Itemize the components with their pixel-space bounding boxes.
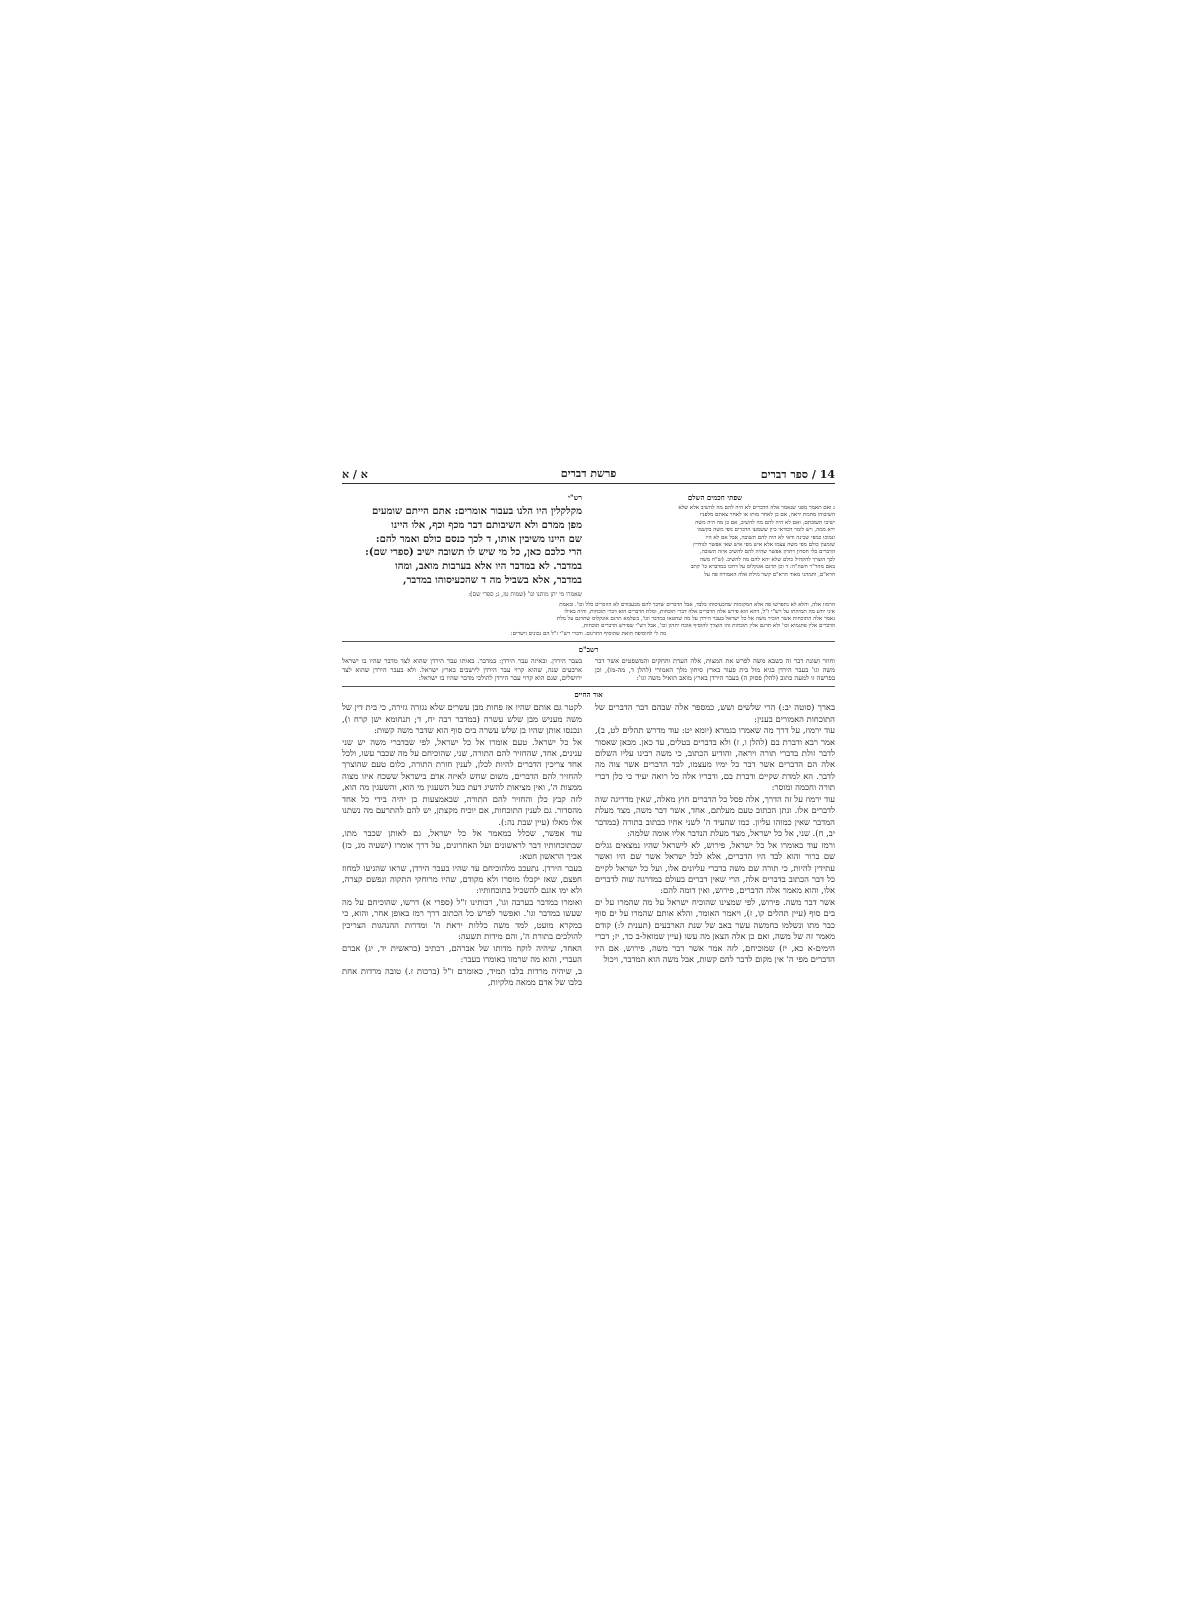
- header-right: 14 / ספר דברים: [760, 468, 835, 481]
- or-hachaim-paragraph: אל כל ישראל. טעם אומרו אל כל ישראל, לפי שבדברי משה יש שני ענינים, אחד, שהחזיר להם התורה, שני, שהוכיחם על מה שכבר עשו, ולכל אחד צריכין הדברים להיות לכלן, לענין חזרת התורה, כלום טעם שהוצרך להחזיר להם הדברים, משום שחש לאיזה אדם בישראל ששכח איזו מצוה ממצות ה', ואין מציאות להשיג דעת בעל השעגין מי הוא, והשעגין מה הוא, לזה קבץ כלן והחזיר להם התורה, שבאמצעות כן יהיה בידי כל אחד מהסדור. גם לענין התוכחות, אם יוכיח מקצתן, יש להם להתרעם מה נשתנו אלו מאלו (עיין שבת נה:).: [342, 736, 582, 827]
- siftei-line: ירא ממה, ויש לומר דבודאי כיון ששמעו הדברים מפי משה בקשמו: [697, 527, 835, 534]
- siftei-chachamim-column: [595, 490, 835, 602]
- rashi-line: מקלקלין היו הלנו בעבור אומרים: אתם הייתם שומעים: [371, 506, 582, 517]
- or-hachaim-paragraph: האחד, שיהיה לוקח מדותו של אברהם, דכתיב (בראשית יד, יג) אברם העברי, והוא מה שרמזו באומרו בעבר:: [342, 942, 582, 965]
- book-page: [342, 467, 835, 1139]
- siftei-line: ונמוכו כמפי שכינה ודאי לא היה להם תשובה, אבל אם לא היו: [705, 534, 835, 541]
- header-left: א / א: [342, 468, 368, 481]
- siftei-chachamim-title: שפתי חכמים השלם: [687, 493, 743, 502]
- or-hachaim-title: אור החיים: [574, 690, 603, 700]
- rashbam-right-text: וחוזר ושונה דבר זה כשבא משה לפרש את המצות, אלה העדת והחקים והמשפטים אשר דבר משה וגו' בעבר הירדן בגיא מול בית פעור בארץ סיחון מלך האמורי (להלן ד, מה-מו), וכן בפרשה זו למעה כתוב (להלן פסוק ה) בעבר הירדן בארץ מואב הואיל משה וגו':: [595, 657, 835, 683]
- siftei-continuation: [342, 602, 835, 638]
- rashi-line: במדבר, אלא בשביל מה ד שהכעיסוהו במדבר,: [402, 574, 582, 586]
- rashbam-section: [342, 657, 835, 683]
- or-hachaim-paragraph: אשר דבר משה. פירוש, לפי שמצינו שהוכיח ישראל על מה שהמרו על ים בים סוף (עיין תהלים קו, ז), ויאמר האומר, והלא אותם שהמרו על ים סוף כבר מתו ונשלמו בחמשה עשר באב של שנת הארבעים (תענית ל:) קודם מאמר זה של משה, ואם כן אלה הצאן מה עשו (עיין שמואל-ב כד, יז; דברי הימים-א כא, יז) שמוכיחם, לזה אמר אשר דבר משה, פירוש, אם היו הדברים מפי ה' אין מקום לדבר להם קשות, אבל משה הוא המדבר, ויכול: [595, 896, 835, 965]
- siftei-line: שומעין כולם מפי משה עצמו אלא איש מפי איש שאי אפשר לגודרין: [693, 542, 835, 549]
- or-hachaim-right-column: [595, 702, 835, 988]
- siftei-wide-line: הדברים אלין פתגמיא וכו' ולא תרגם אלין תוכחות זהו הוצרך להוסיף אוכח יתהון וכו', אבל רש"י שפירש הדברים תוכחות,: [582, 623, 835, 630]
- rashi-column: [342, 490, 582, 602]
- siftei-line: באם מהר"ר חשה"ה: ד וכן תרגם אונקלוס על דחכו במדברא כו' קתב: [690, 564, 835, 571]
- siftei-wide-line: הרמזו אלה, והלא לא נתפרשו פה אלא המקומות שהכעיסוהו בלבד, אבל הדברים שדבר להם מבעבודם לא הוזכרים כלל וכו'. ובאמת: [559, 601, 835, 608]
- or-hachaim-paragraph: עוד ירמוז על זה הדרך, אלה פסל כל הדברים חוץ מאלה, שאין מדריגה שוה לדברים אלו. ונתן הכתוב טעם מעלתם, אחד, אשר דבר משה, מצד מעלת המדבר שאין כמוהו עליון. כמו שהעיד ה' לשני אחיו כבתוב בתורה (במדבר יב, ח). שני, אל כל ישראל, מצד מעלת הנדבר אליו אומה שלמה:: [595, 793, 835, 839]
- or-hachaim-paragraph: ב, שיהיה מרדות בלבו תמיד, כאומרם ז"ל (ברכות ז.) טובה מרדות אחת בלבו של אדם ממאה מלקיות,: [342, 965, 582, 988]
- rashi-title: רש"י: [568, 493, 582, 502]
- header-center: פרשת דברים: [560, 467, 617, 480]
- or-hachaim-paragraph: לקטר גם אותם שהיו אז פחות מבן עשרים שלא נגזרה גזירה, כי בית דין של משה מעניש מבן שלש עשרה (במדבר רבה יח, ד; תנחומא ישן קרח ו), ונכנסו אותן שהיו בן שלש עשרה בים סוף הוא שדבר משה קשות:: [342, 702, 582, 736]
- divider: [342, 686, 835, 687]
- rashi-line: שם היינו משיבין אותו, ד לכך כנסם כולם ואמר להם:: [375, 533, 582, 545]
- or-hachaim-paragraph: ואומרו במדבר בערבה וגו', רבותינו ז"ל (ספרי א) דרשו, שהוכיחם על מה שעשו במדבר וגו'. ואפשר לפרש כל הכתוב דרך רמז באופן אחר, והוא, כי במקרא מועט, למד משה כללות יראת ה' ומדרות ההנהגות הצריכין להולכים בתורת ה', והם מידות תשעה:: [342, 896, 582, 942]
- rashi-line: במדבר. לא במדבר היו אלא בערבות מואב, ומהו: [395, 561, 582, 573]
- siftei-line: הרא"ם, ותמהני מאוד הרא"ם קשר מילת אלה האמורה פה על: [704, 571, 835, 578]
- or-hachaim-paragraph: ורמז עוד באומרו אל כל ישראל, פירוש, לא לישראל שהיו נמצאים גגלים שם ברור והוא לבד היו הדברים, אלא לכל ישראל אשר שם היו ואשר עתידין להיות, כי תורה שם משה בדברי עליונים אלו, ועל כל ישראל לקיים כל דבר הכתוב בדברים אלה, הרי שאין דברים בעולם במדרגה שוה לדברים אלו, והוא מאמר אלה הדברים, פירוש, ואין דומה להם:: [595, 839, 835, 896]
- top-section: [342, 490, 835, 602]
- or-hachaim-paragraph: בעבר הירדן. נתעכב מלהוכיחם עד שהיו בעבר הירדן, שראו שהגיעו למחוז חפצם, שאז יקבלו מוסרו ולא מקודם, שהיו מרוחקי התקוה ונפשם קצרה, ולא ימו אזנם להשכיל בתוכחותיו:: [342, 862, 582, 896]
- or-hachaim-section: [342, 702, 835, 988]
- or-hachaim-paragraph: עוד אפשר, שכלל במאמר אל כל ישראל, גם לאותן שכבר מתו, שבתוכחותיו דבר לראשונים ועל האחרונים, על דרך אומרו (ישעיה מג, כז) אביך הראשון חטא:: [342, 828, 582, 862]
- siftei-line: השיבוהו מחמת יראה, אם כן לאחר מותו או לאחר צאתם מלפניו: [699, 512, 835, 519]
- divider: [342, 641, 835, 642]
- siftei-line: ישיבו תשובתם, ואם לא היה להם מה להשיב, אם כן מה היה משה: [695, 519, 835, 526]
- rashi-line: שאמרו מי יתן מותנו וגו' (שמות טז, ג; ספרי שם):: [468, 590, 582, 598]
- or-hachaim-paragraph: עוד ירמוז, על דרך מה שאמרו בגמרא (יומא יט: עוד מדרש תהלים לט, ב), אמר רבא ודברת בם (להלן ו, ז) ולא בדברים בטלים, עד כאן. מכאן שאסור לדבר זולת בדברי תורה ויראה, והודיע הכתוב, כי משה רבינו עליו השלום אלה הם הדברים אשר דבר כל ימיו מעצמו, לבד הדברים אשר צוה מה לדבר. הא למדת שקיים ודברת בם, ודבריו אלה כל רואה יעיד כי כלן דברי תורה וחכמה ומוסר:: [595, 725, 835, 793]
- siftei-line: ג ואם תאמר מפני שנאמר אלה הדברים לא היה להם מה להשיב אלא שלא: [678, 505, 835, 511]
- siftei-line: הדברים בלי חסרון ויתרון אפשר שהיה להם להשיב איזה תשובה,: [699, 549, 835, 556]
- rashbam-left-text: בעבר הירדן. ובאיזה עבר הירדן: במדבר. באותו עבר הירדן שהוא לצד מדבר שהיו בו ישראל ארבעים שנה, שהוא קרוי עבר הירדן ליושבים בארץ ישראל. ולא בעבר הירדן שהוא לצד ירושלים, שגם הוא קרוי עבר הירדן להולכי מדבר שהיו בו ישראל:: [342, 657, 582, 683]
- rashbam-title: רשב"ם: [578, 645, 599, 655]
- running-header: [342, 467, 835, 484]
- or-hachaim-paragraph: בארך (סוטה יב:) הרי שלשים ושש, כמספר אלה שבהם דבר הדברים של התוכחות האמורים בענין:: [595, 702, 835, 724]
- siftei-wide-line: איני יודע מה תמיהתו על רש"י ז"ל, דהא הוא פירש אלה הדברים אלה דברי תוכחות, ומלת הדברים הוא דברי תוכחות, והיה באילו: [564, 608, 835, 615]
- siftei-wide-line: מה לי להוסיפה הואת שהוסיף התרגום. ודברי רש"י ז"ל הם נכונים וישרים:: [510, 630, 667, 637]
- siftei-line: לכך הוצרך להקהיל כולם שלא יהא להם מה להשיב. (ש"ח משה: [699, 556, 835, 563]
- rashi-line: הרי כלכם כאן, כל מי שיש לו תשובה ישיב (ספרי שם):: [365, 547, 582, 559]
- or-hachaim-left-column: [342, 702, 582, 988]
- rashi-line: מפן ממרם ולא השיבותם דבר מכף וכף, אלו היינו: [391, 519, 582, 531]
- siftei-wide-line: נאמר אלה התוכחות אשר הזכיר משה אל כל ישראל בעבר הירדן על מה שחטאו במדבר וכו', בשלמא תרגם אונקלוס שתרגם על מלת: [556, 616, 835, 623]
